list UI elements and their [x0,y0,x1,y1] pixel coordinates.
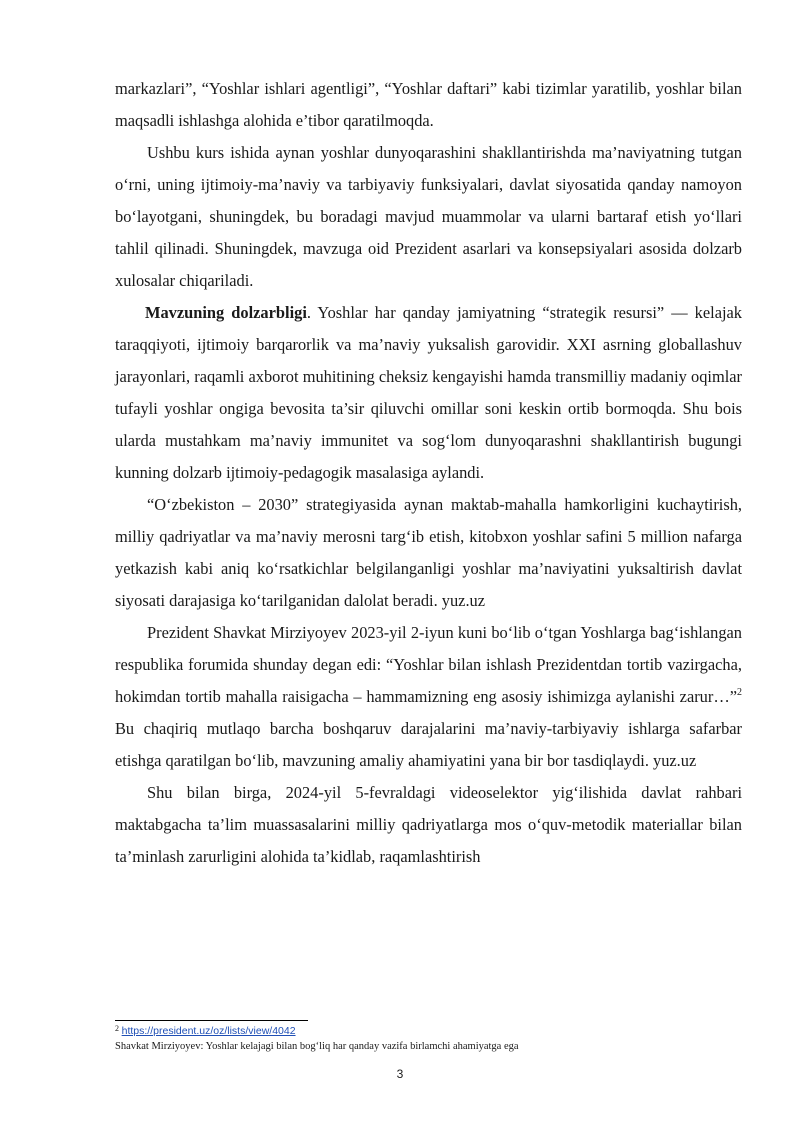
footnote-line [115,1024,755,1039]
paragraph-text: Shu bilan birga, 2024-yil 5-fevraldagi videoselektor yig‘ilishida davlat rahbari maktabgacha ta’lim muassasalarini milliy qadriyatlarga mos o‘quv-metodik materiallar bilan ta’minlash zarurligini alohida ta’kidlab, raqamlashtirish [115,783,742,866]
document-body [115,73,742,873]
footnote-number: 2 [115,1024,119,1033]
footnote-link[interactable]: https://president.uz/oz/lists/view/4042 [121,1025,296,1037]
footnote-text: Shavkat Mirziyoyev: Yoshlar kelajagi bilan bog‘liq har qanday vazifa birlamchi ahamiyatga ega [115,1041,519,1052]
paragraph-course-scope [115,137,742,297]
page-number: 3 [396,1067,404,1081]
paragraph-president-quote [115,617,742,777]
footnote-reference[interactable]: 2 [737,686,742,698]
paragraph-text: . Yoshlar har qanday jamiyatning “strategik resursi” — kelajak taraqqiyoti, ijtimoiy barqarorlik va ma’naviy yuksalish garovidir. XXI asrning globallashuv jarayonlari, raqamli axborot muhitining cheksiz kengayishi hamda transmilliy madaniy oqimlar tufayli yoshlar ongiga bevosita ta’sir qiluvchi omillar soni keskin ortib bormoqda. Shu bois ularda mustahkam ma’naviy immunitet va sog‘lom dunyoqarashni shakllantirish bugungi kunning dolzarb ijtimoiy-pedagogik masalasiga aylandi. [115,303,742,482]
footnote-divider [115,1020,308,1021]
paragraph-text: markazlari”, “Yoshlar ishlari agentligi”, “Yoshlar daftari” kabi tizimlar yaratilib, yoshlar bilan maqsadli ishlashga alohida e’tibor qaratilmoqda. [115,79,742,130]
paragraph-strategy-2030 [115,489,742,617]
paragraph-text: Ushbu kurs ishida aynan yoshlar dunyoqarashini shakllantirishda ma’naviyatning tutgan o‘rni, uning ijtimoiy-ma’naviy va tarbiyaviy funksiyalari, davlat siyosatida qanday namoyon bo‘layotgani, shuningdek, bu boradagi mavjud muammolar va ularni bartaraf etish yo‘llari tahlil qilinadi. Shuningdek, mavzuga oid Prezident asarlari va konsepsiyalari asosida dolzarb xulosalar chiqariladi. [115,143,742,290]
paragraph-continuation [115,73,742,137]
paragraph-text: Prezident Shavkat Mirziyoyev 2023-yil 2-iyun kuni bo‘lib o‘tgan Yoshlarga bag‘ishlangan respublika forumida shunday degan edi: “Yoshlar bilan ishlash Prezidentdan tortib vazirgacha, hokimdan tortib mahalla raisigacha – hammamizning eng asosiy ishimizga aylanishi zarur…” [115,623,742,706]
paragraph-relevance [115,297,742,489]
paragraph-videoselector [115,777,742,873]
paragraph-text-after: Bu chaqiriq mutlaqo barcha boshqaruv darajalarini ma’naviy-tarbiyaviy ishlarga safarbar etishga qaratilgan bo‘lib, mavzuning amaliy ahamiyatini yana bir bor tasdiqlaydi. yuz.uz [115,719,742,770]
paragraph-text: “O‘zbekiston – 2030” strategiyasida aynan maktab-mahalla hamkorligini kuchaytirish, milliy qadriyatlar va ma’naviy merosni targ‘ib etish, kitobxon yoshlar safini 5 million nafarga yetkazish kabi aniq ko‘rsatkichlar belgilanganligi yoshlar ma’naviyatini yuksaltirish davlat siyosati darajasiga ko‘tarilganidan dalolat beradi. yuz.uz [115,495,742,610]
relevance-heading: Mavzuning dolzarbligi [145,303,307,322]
footnote-area [115,1024,755,1054]
